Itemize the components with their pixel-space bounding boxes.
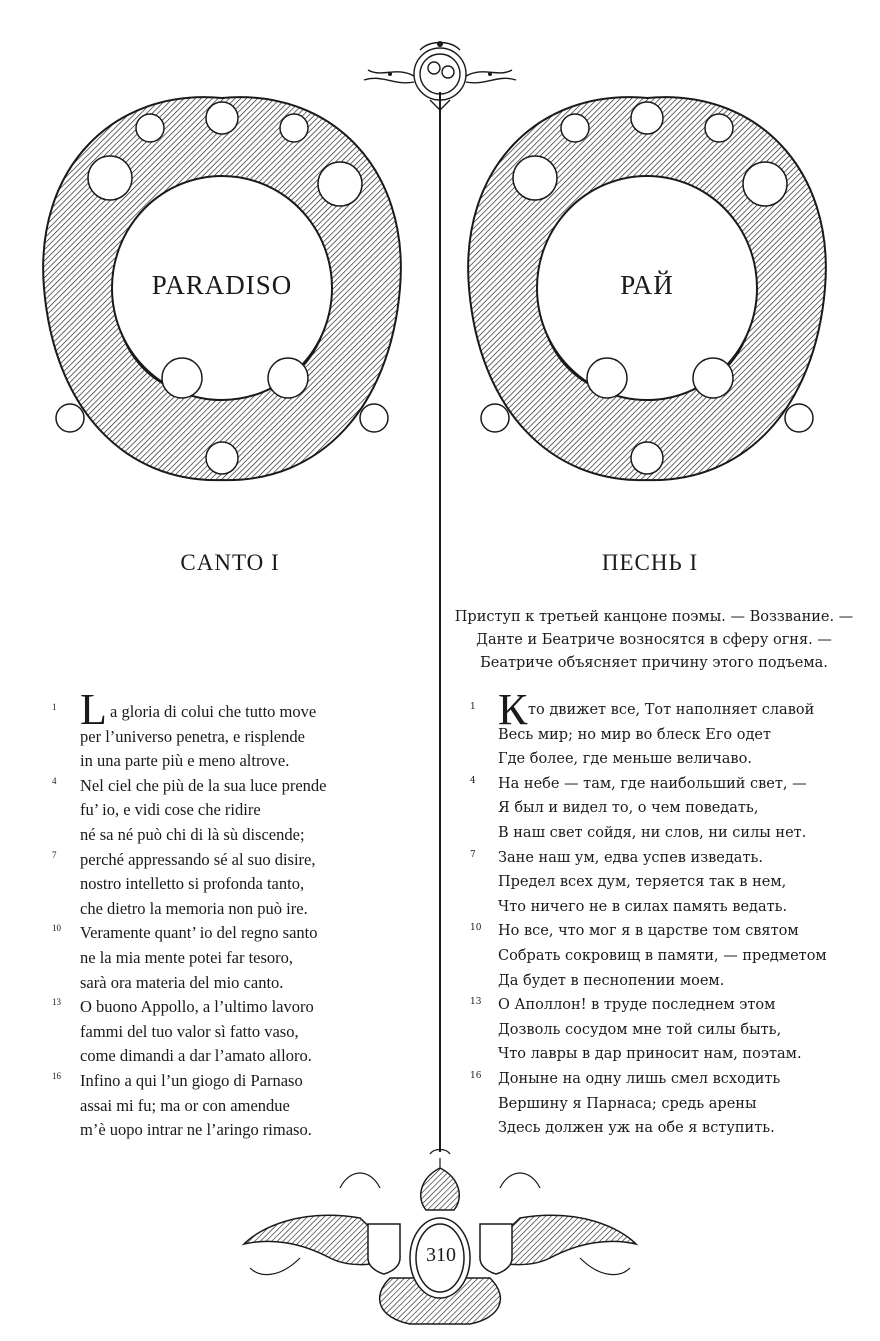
- verse-text: fammi del tuo valor sì fatto vaso,: [80, 1021, 299, 1041]
- verse-line: [52, 899, 412, 924]
- verse-number: 13: [470, 997, 482, 1008]
- verse-text: Nel ciel che più de la sua luce prende: [80, 775, 327, 795]
- canto-heading-italian: CANTO I: [180, 550, 280, 575]
- verse-text: ne la mia mente potei far tesoro,: [80, 947, 294, 967]
- verse-text: Доныне на одну лишь смел всходить: [498, 1070, 781, 1087]
- verse-number: 4: [52, 775, 57, 786]
- verse-text: О Аполлон! в труде последнем этом: [498, 997, 776, 1014]
- verse-text: Зане наш ум, едва успев изведать.: [498, 849, 763, 866]
- verse-line: [470, 997, 830, 1022]
- verse-line: [470, 825, 830, 850]
- canto-heading-russian: ПЕСНЬ I: [601, 550, 699, 575]
- verse-line: [52, 923, 412, 948]
- verse-line: [470, 1022, 830, 1047]
- verse-text: Veramente quant’ io del regno santo: [80, 923, 318, 943]
- verse-text: O buono Appollo, a l’ultimo lavoro: [80, 997, 314, 1017]
- verse-line: [52, 850, 412, 875]
- verse-line: [470, 874, 830, 899]
- verse-line: [52, 685, 412, 734]
- center-divider: [439, 92, 441, 1152]
- verse-text: sarà ora materia del mio canto.: [80, 972, 284, 992]
- verse-text: Собрать сокровищ в памяти, — предметом: [498, 947, 827, 964]
- verse-line: [470, 1071, 830, 1096]
- verse-line: [470, 727, 830, 752]
- verse-line: [52, 800, 412, 825]
- verse-text: Что лавры в дар приносит нам, поэтам.: [498, 1046, 802, 1063]
- verse-line: [52, 1046, 412, 1071]
- verse-text: Что ничего не в силах память ведать.: [498, 898, 788, 915]
- verse-line: [52, 727, 412, 752]
- verse-line: [470, 1120, 830, 1145]
- verse-line: [52, 1071, 412, 1096]
- verses-italian: [52, 685, 412, 1145]
- verse-text: Здесь должен уж на обе я вступить.: [498, 1120, 775, 1137]
- verse-number: 1: [470, 702, 476, 712]
- drop-cap-initial: L: [80, 685, 107, 734]
- verse-text: perché appressando sé al suo disire,: [80, 849, 316, 869]
- verse-line: [470, 1096, 830, 1121]
- verse-text: то движет все, Тот наполняет славой: [528, 702, 815, 718]
- rococo-cartouche-ornament: [240, 1148, 640, 1328]
- verse-text: fu’ io, e vidi cose che ridire: [80, 800, 261, 820]
- verse-number: 4: [470, 775, 476, 786]
- verse-line: [470, 948, 830, 973]
- verse-text: Весь мир; но мир во блеск Его одет: [498, 726, 772, 743]
- verse-text: На небе — там, где наибольший свет, —: [498, 775, 807, 792]
- verse-line: [52, 973, 412, 998]
- verse-number: 10: [470, 923, 482, 934]
- verse-number: 16: [470, 1070, 482, 1081]
- verse-number: 7: [470, 849, 476, 860]
- verse-text: В наш свет сойдя, ни слов, ни силы нет.: [498, 824, 807, 841]
- verse-text: né sa né può chi di là sù discende;: [80, 824, 305, 844]
- verse-text: m’è uopo intrar ne l’aringo rimaso.: [80, 1120, 312, 1140]
- frame-title-paradiso: PARADISO: [151, 270, 293, 300]
- verse-line: [470, 685, 830, 734]
- frame-title-rai: РАЙ: [620, 270, 674, 300]
- verse-text: assai mi fu; ma or con amendue: [80, 1095, 290, 1115]
- wreath-frame-right: [455, 88, 839, 488]
- drop-cap-initial: К: [498, 685, 528, 734]
- verse-text: come dimandi a dar l’amato alloro.: [80, 1046, 312, 1066]
- verse-line: [52, 1022, 412, 1047]
- verse-line: [470, 751, 830, 776]
- verse-line: [52, 825, 412, 850]
- verse-number: 1: [52, 702, 57, 712]
- verse-number: 13: [52, 997, 61, 1008]
- verse-text: Где более, где меньше величаво.: [498, 751, 752, 768]
- verse-line: [470, 899, 830, 924]
- verse-text: Но все, что мог я в царстве том святом: [498, 923, 799, 940]
- canto-summary: Приступ к третьей канцоне поэмы. — Воззвание. — Данте и Беатриче возносятся в сферу огня. — Беатриче объясняет причину этого подъема.: [454, 609, 854, 671]
- verse-text: Я был и видел то, о чем поведать,: [498, 800, 759, 817]
- verse-text: per l’universo penetra, e risplende: [80, 726, 305, 746]
- verse-line: [470, 776, 830, 801]
- page-number: 310: [426, 1244, 456, 1266]
- verse-text: Дозволь сосудом мне той силы быть,: [498, 1021, 782, 1038]
- verse-line: [52, 997, 412, 1022]
- verse-line: [52, 751, 412, 776]
- verse-line: [52, 948, 412, 973]
- verse-number: 16: [52, 1070, 61, 1081]
- verse-line: [470, 1046, 830, 1071]
- wreath-frame-left: [30, 88, 414, 488]
- verse-line: [52, 1120, 412, 1145]
- verse-line: [470, 973, 830, 998]
- verse-text: a gloria di colui che tutto move: [110, 702, 317, 721]
- verse-line: [470, 850, 830, 875]
- verses-russian: [470, 685, 830, 1145]
- verse-line: [52, 776, 412, 801]
- verse-line: [52, 874, 412, 899]
- verse-text: in una parte più e meno altrove.: [80, 751, 290, 771]
- verse-text: che dietro la memoria non può ire.: [80, 898, 308, 918]
- verse-text: Да будет в песнопении моем.: [498, 972, 725, 989]
- verse-text: Предел всех дум, теряется так в нем,: [498, 874, 787, 891]
- verse-number: 7: [52, 849, 57, 860]
- verse-line: [470, 923, 830, 948]
- verse-line: [52, 1096, 412, 1121]
- verse-line: [470, 800, 830, 825]
- verse-text: nostro intelletto si profonda tanto,: [80, 874, 305, 894]
- verse-text: Infino a qui l’un giogo di Parnaso: [80, 1070, 303, 1090]
- verse-text: Вершину я Парнаса; средь арены: [498, 1095, 757, 1112]
- verse-number: 10: [52, 923, 61, 934]
